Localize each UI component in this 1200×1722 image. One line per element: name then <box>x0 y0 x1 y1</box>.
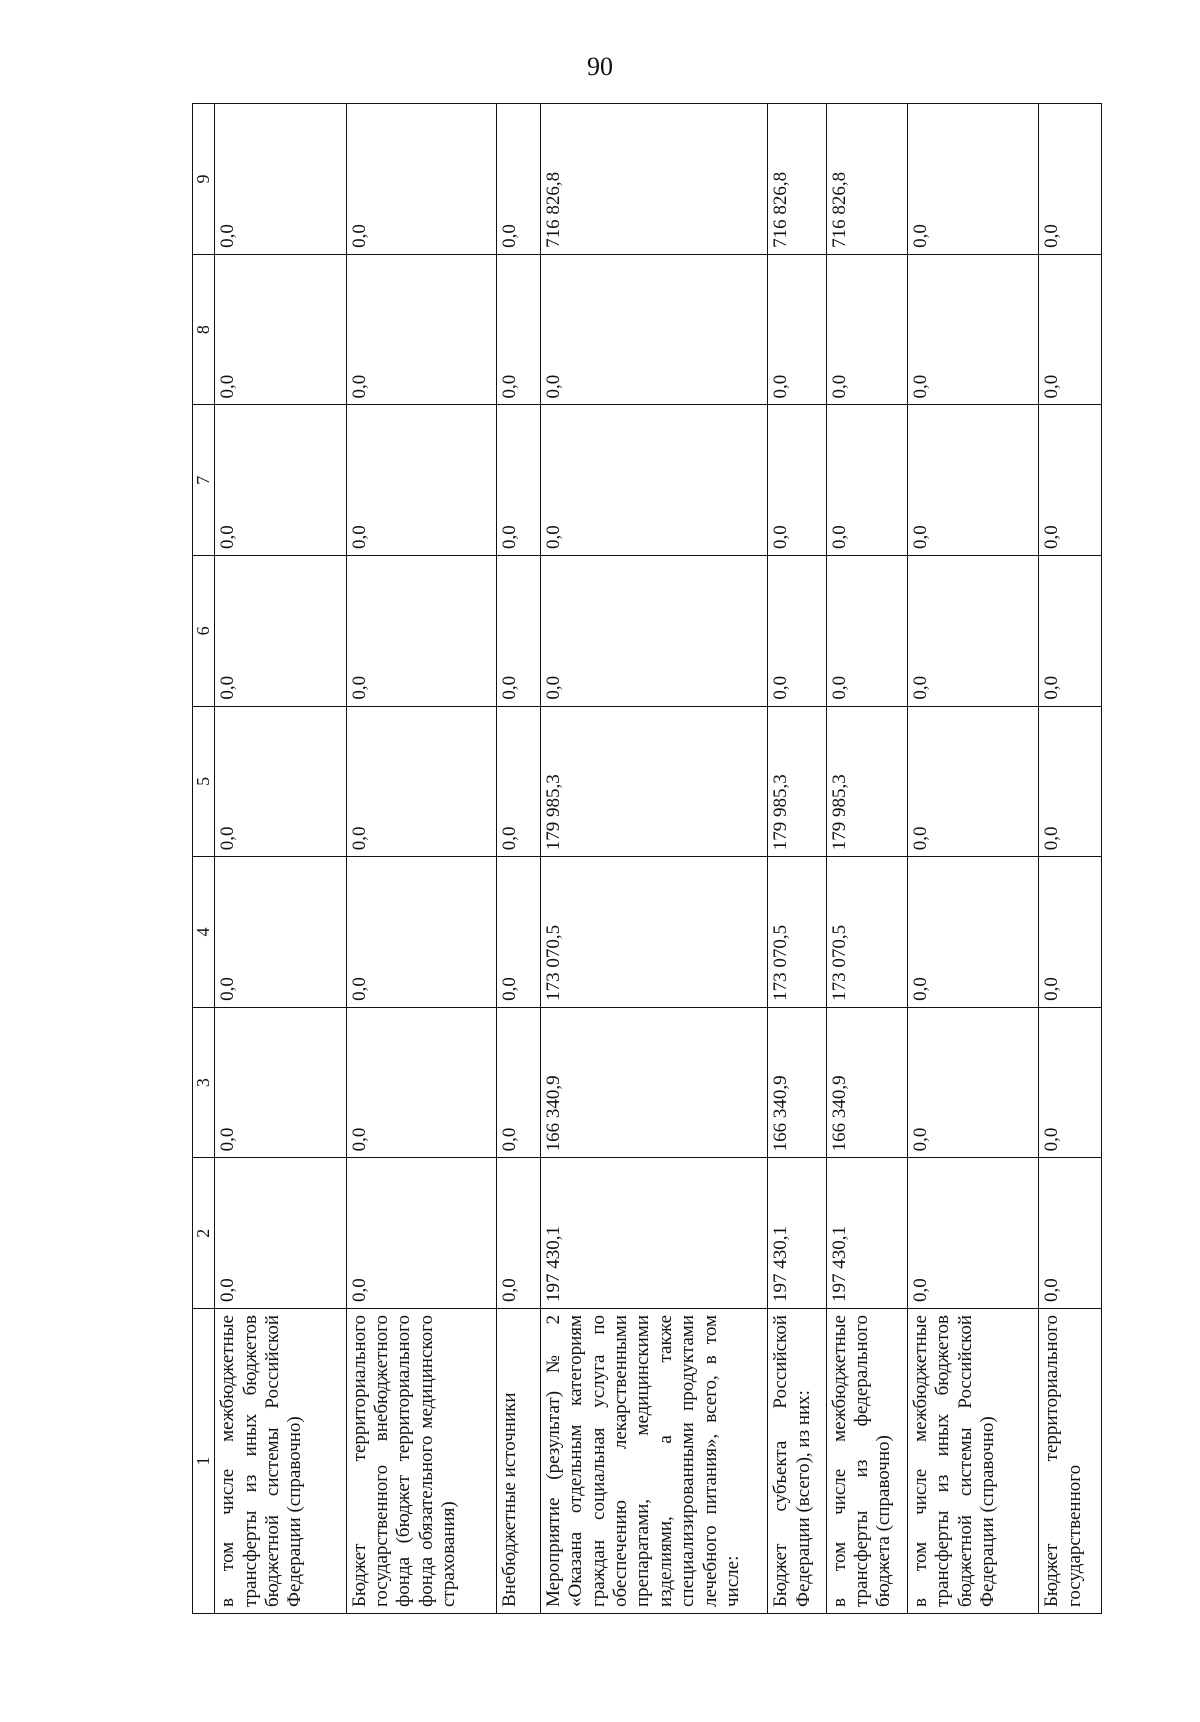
table-row <box>496 104 540 1614</box>
page-number: 90 <box>587 52 613 81</box>
value-cell: 197 430,1 <box>768 1158 826 1309</box>
value-cell: 0,0 <box>907 1007 1038 1158</box>
value-cell: 0,0 <box>346 405 496 556</box>
value-cell: 173 070,5 <box>540 857 767 1008</box>
value-cell: 0,0 <box>346 1007 496 1158</box>
value-cell: 0,0 <box>540 556 767 707</box>
row-label: в том числе межбюджетные трансферты из иных бюджетов бюджетной системы Российской Федерации (справочно) <box>215 1309 346 1614</box>
value-cell: 179 985,3 <box>768 706 826 857</box>
value-cell: 0,0 <box>1039 1007 1102 1158</box>
value-cell: 0,0 <box>496 706 540 857</box>
value-cell: 0,0 <box>907 706 1038 857</box>
value-cell: 0,0 <box>346 254 496 405</box>
value-cell: 0,0 <box>826 254 907 405</box>
value-cell: 0,0 <box>907 556 1038 707</box>
value-cell: 0,0 <box>1039 405 1102 556</box>
table-row <box>540 104 767 1614</box>
header-cell: 9 <box>193 104 215 255</box>
value-cell: 0,0 <box>346 104 496 255</box>
value-cell: 0,0 <box>215 1007 346 1158</box>
header-cell: 2 <box>193 1158 215 1309</box>
value-cell: 716 826,8 <box>768 104 826 255</box>
value-cell: 0,0 <box>346 706 496 857</box>
value-cell: 166 340,9 <box>768 1007 826 1158</box>
value-cell: 0,0 <box>346 556 496 707</box>
value-cell: 0,0 <box>907 1158 1038 1309</box>
value-cell: 166 340,9 <box>540 1007 767 1158</box>
value-cell: 0,0 <box>1039 1158 1102 1309</box>
value-cell: 0,0 <box>496 857 540 1008</box>
rotated-table-container <box>192 104 1102 1614</box>
value-cell: 0,0 <box>215 706 346 857</box>
row-label: в том числе межбюджетные трансферты из иных бюджетов бюджетной системы Российской Федерации (справочно) <box>907 1309 1038 1614</box>
value-cell: 0,0 <box>1039 254 1102 405</box>
value-cell: 0,0 <box>215 405 346 556</box>
value-cell: 0,0 <box>907 254 1038 405</box>
value-cell: 0,0 <box>496 405 540 556</box>
value-cell: 0,0 <box>215 104 346 255</box>
value-cell: 0,0 <box>215 857 346 1008</box>
value-cell: 0,0 <box>496 254 540 405</box>
header-cell: 6 <box>193 556 215 707</box>
value-cell: 0,0 <box>1039 857 1102 1008</box>
table-row <box>215 104 346 1614</box>
table-header-row <box>193 104 215 1614</box>
table-row <box>1039 104 1102 1614</box>
table-row <box>346 104 496 1614</box>
value-cell: 0,0 <box>907 857 1038 1008</box>
value-cell: 0,0 <box>1039 706 1102 857</box>
value-cell: 716 826,8 <box>540 104 767 255</box>
value-cell: 179 985,3 <box>826 706 907 857</box>
value-cell: 0,0 <box>540 254 767 405</box>
row-label: в том числе межбюджетные трансферты из федерального бюджета (справочно) <box>826 1309 907 1614</box>
row-label: Мероприятие (результат) № 2 «Оказана отдельным категориям граждан социальная услуга по обеспечению лекарственными препаратами, медицинскими изделиями, а также специализированными продуктами лечебного питания», всего, в том числе: <box>540 1309 767 1614</box>
value-cell: 0,0 <box>768 556 826 707</box>
table-row <box>768 104 826 1614</box>
value-cell: 173 070,5 <box>826 857 907 1008</box>
value-cell: 0,0 <box>496 1007 540 1158</box>
value-cell: 0,0 <box>346 857 496 1008</box>
value-cell: 0,0 <box>907 104 1038 255</box>
value-cell: 0,0 <box>907 405 1038 556</box>
header-cell: 3 <box>193 1007 215 1158</box>
value-cell: 0,0 <box>768 254 826 405</box>
value-cell: 166 340,9 <box>826 1007 907 1158</box>
value-cell: 197 430,1 <box>826 1158 907 1309</box>
header-cell: 4 <box>193 857 215 1008</box>
value-cell: 173 070,5 <box>768 857 826 1008</box>
value-cell: 716 826,8 <box>826 104 907 255</box>
header-cell: 7 <box>193 405 215 556</box>
value-cell: 0,0 <box>1039 104 1102 255</box>
table-row <box>826 104 907 1614</box>
value-cell: 0,0 <box>496 1158 540 1309</box>
budget-table <box>192 103 1102 1614</box>
row-label: Бюджет территориального государственного внебюджетного фонда (бюджет территориального фонда обязательного медицинского страхования) <box>346 1309 496 1614</box>
value-cell: 0,0 <box>1039 556 1102 707</box>
value-cell: 0,0 <box>215 556 346 707</box>
header-cell: 8 <box>193 254 215 405</box>
row-label: Бюджет территориального государственного <box>1039 1309 1102 1614</box>
value-cell: 0,0 <box>215 1158 346 1309</box>
value-cell: 179 985,3 <box>540 706 767 857</box>
value-cell: 0,0 <box>496 104 540 255</box>
table-row <box>907 104 1038 1614</box>
row-label: Бюджет субъекта Российской Федерации (всего), из них: <box>768 1309 826 1614</box>
value-cell: 0,0 <box>540 405 767 556</box>
value-cell: 0,0 <box>496 556 540 707</box>
value-cell: 0,0 <box>826 556 907 707</box>
value-cell: 197 430,1 <box>540 1158 767 1309</box>
value-cell: 0,0 <box>215 254 346 405</box>
value-cell: 0,0 <box>826 405 907 556</box>
value-cell: 0,0 <box>346 1158 496 1309</box>
value-cell: 0,0 <box>768 405 826 556</box>
header-cell: 1 <box>193 1309 215 1614</box>
header-cell: 5 <box>193 706 215 857</box>
row-label: Внебюджетные источники <box>496 1309 540 1614</box>
